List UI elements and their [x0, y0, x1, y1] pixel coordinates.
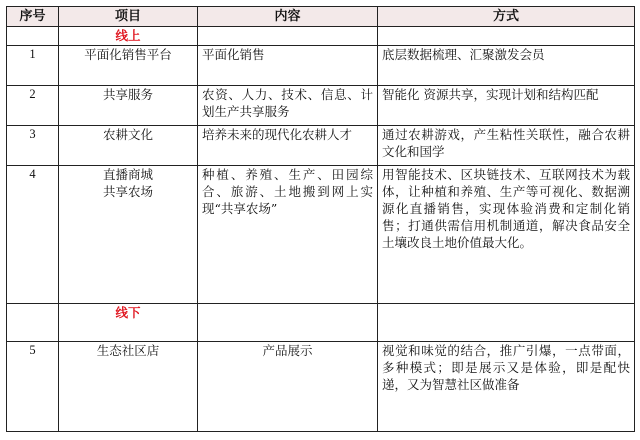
- empty-cell: [7, 27, 59, 46]
- row-content: 种植、养殖、生产、田园综合、旅游、土地搬到网上实现“共享农场”: [198, 166, 378, 304]
- row-content: 产品展示: [198, 342, 378, 432]
- table-row: [7, 166, 635, 304]
- section-label-online: 线上: [59, 27, 198, 46]
- row-method: 视觉和味觉的结合，推广引爆，一点带面，多种模式；即是展示又是体验，即是配快递，又为智慧社区做准备: [378, 342, 635, 432]
- row-item: 平面化销售平台: [59, 46, 198, 86]
- row-item: 共享服务: [59, 86, 198, 126]
- plan-table: [6, 6, 635, 432]
- row-content: 培养未来的现代化农耕人才: [198, 126, 378, 166]
- row-method: 用智能技术、区块链技术、互联网技术为载体，让种植和养殖、生产等可视化、数据溯源化直播销售，实现体验消费和定制化销售；打通供需信用机制通道，解决食品安全土壤改良土地价值最大化。: [378, 166, 635, 304]
- table-row: [7, 342, 635, 432]
- section-row-offline: [7, 304, 635, 342]
- row-no: 3: [7, 126, 59, 166]
- header-content: 内容: [198, 7, 378, 27]
- row-content: 农资、人力、技术、信息、计划生产共享服务: [198, 86, 378, 126]
- empty-cell: [378, 304, 635, 342]
- empty-cell: [198, 27, 378, 46]
- row-content: 平面化销售: [198, 46, 378, 86]
- row-item: 农耕文化: [59, 126, 198, 166]
- header-item: 项目: [59, 7, 198, 27]
- header-no: 序号: [7, 7, 59, 27]
- row-item-line: 共享农场: [102, 184, 153, 199]
- empty-cell: [378, 27, 635, 46]
- header-method: 方式: [378, 7, 635, 27]
- empty-cell: [7, 304, 59, 342]
- row-no: 2: [7, 86, 59, 126]
- row-item: [59, 166, 198, 304]
- table-row: [7, 126, 635, 166]
- section-label-offline: 线下: [59, 304, 198, 342]
- row-item-line: 直播商城: [102, 167, 153, 182]
- table-row: [7, 46, 635, 86]
- row-no: 4: [7, 166, 59, 304]
- row-method: 底层数据梳理、汇聚激发会员: [378, 46, 635, 86]
- row-no: 5: [7, 342, 59, 432]
- row-method: 智能化 资源共享，实现计划和结构匹配: [378, 86, 635, 126]
- row-no: 1: [7, 46, 59, 86]
- section-row-online: [7, 27, 635, 46]
- row-item: 生态社区店: [59, 342, 198, 432]
- row-method: 通过农耕游戏，产生粘性关联性，融合农耕文化和国学: [378, 126, 635, 166]
- empty-cell: [198, 304, 378, 342]
- table-row: [7, 86, 635, 126]
- header-row: [7, 7, 635, 27]
